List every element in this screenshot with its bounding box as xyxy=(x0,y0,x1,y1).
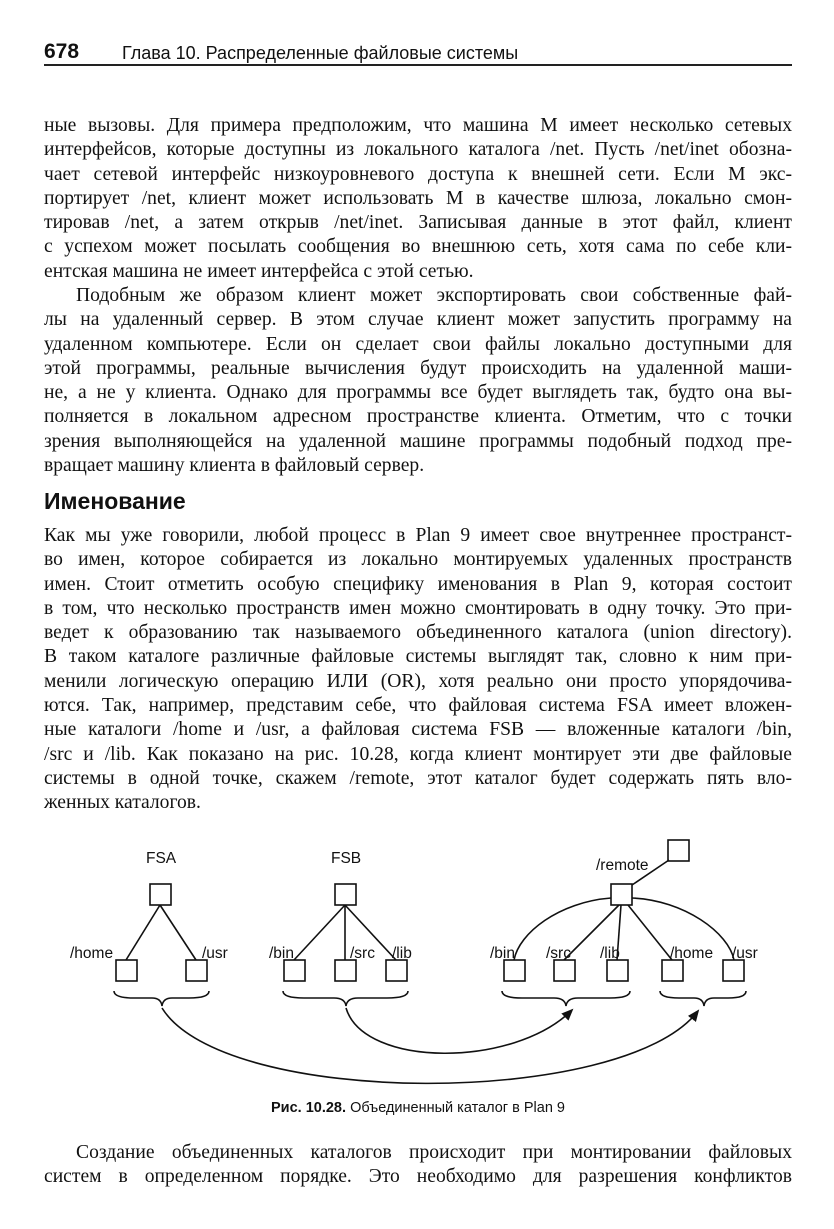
remote-src-node xyxy=(554,960,575,981)
text-line: в том, что несколько пространств имен можно смонтировать в одну точку. Это при- xyxy=(44,597,792,619)
caption-text: Объединенный каталог в Plan 9 xyxy=(350,1100,565,1116)
page-number: 678 xyxy=(44,40,80,63)
remote-home-node xyxy=(662,960,683,981)
remote-usr-node xyxy=(723,960,744,981)
union-directory-diagram xyxy=(44,838,804,1098)
brace-remote-upper xyxy=(660,991,746,1006)
text-line: не, а не у клиента. Однако для программы все будет выглядеть так, будто она вы- xyxy=(44,382,792,404)
text-line: Подобным же образом клиент может экспортировать свои собственные фай- xyxy=(76,285,792,306)
remote-root-node xyxy=(611,884,632,905)
text-line: менили логическую операцию ИЛИ (OR), хотя реально они просто упорядочива- xyxy=(44,670,792,692)
paragraph-2 xyxy=(44,284,792,478)
fsb-bin-node xyxy=(284,960,305,981)
fsb-lib-label: /lib xyxy=(392,945,412,962)
paragraph-3 xyxy=(44,524,792,816)
figure-caption xyxy=(44,1100,792,1116)
remote-lib-node xyxy=(607,960,628,981)
fsb-src-label: /src xyxy=(350,945,375,962)
fsa-usr-node xyxy=(186,960,207,981)
text-line: зрения выполняющейся на удаленной машине программы подобный подход пре- xyxy=(44,430,792,452)
tree-edge xyxy=(160,905,196,960)
brace-fsa xyxy=(114,991,209,1006)
text-line: системы в одной точке, скажем /remote, этот каталог будет содержать пять вло- xyxy=(44,767,792,789)
caption-number: Рис. 10.28. xyxy=(271,1100,347,1116)
text-line: женных каталогов. xyxy=(44,792,201,814)
header-rule xyxy=(44,64,792,66)
text-line: ведет к образованию так называемого объединенного каталога (union directory). xyxy=(44,622,792,644)
figure-union-directory xyxy=(44,838,804,1098)
chapter-title: Глава 10. Распределенные файловые системы xyxy=(122,43,519,63)
text-line: интерфейсов, которые доступны из локального каталога /net. Пусть /net/inet обозна- xyxy=(44,139,792,161)
fsb-label: FSB xyxy=(331,850,362,867)
remote-bin-node xyxy=(504,960,525,981)
text-line: полняется в локальном адресном пространстве клиента. Отметим, что с точки xyxy=(44,406,792,428)
text-line: ентская машина не имеет интерфейса с этой сетью. xyxy=(44,260,474,282)
fsa-home-node xyxy=(116,960,137,981)
running-head xyxy=(44,34,790,64)
fsb-bin-label: /bin xyxy=(269,945,294,962)
fsa-root-node xyxy=(150,884,171,905)
fsb-lib-node xyxy=(386,960,407,981)
arrow-fsb-to-remote xyxy=(346,1008,572,1053)
text-line: ные вызовы. Для примера предположим, что машина М имеет несколько сетевых xyxy=(44,115,792,136)
text-line: вращает машину клиента в файловый сервер. xyxy=(44,455,425,477)
fsb-src-node xyxy=(335,960,356,981)
text-line: ные каталоги /home и /usr, а файловая система FSB — вложенные каталоги /bin, xyxy=(44,719,792,741)
remote-usr-label: /usr xyxy=(732,945,758,962)
fsa-label: FSA xyxy=(146,850,177,867)
remote-mount-node xyxy=(668,840,689,861)
text-line: систем в определенном порядке. Это необходимо для разрешения конфликтов xyxy=(44,1166,792,1188)
text-line: имен. Стоит отметить особую специфику именования в Plan 9, которая состоит xyxy=(44,573,792,595)
brace-fsb xyxy=(283,991,408,1006)
brace-remote-lower xyxy=(502,991,630,1006)
text-line: с успехом может посылать сообщения во внешнюю сеть, хотя сама по себе кли- xyxy=(44,236,792,258)
fsa-home-label: /home xyxy=(70,945,114,962)
text-line: тировав /net, а затем открыв /net/inet. Записывая данные в этот файл, клиент xyxy=(44,212,792,234)
text-line: В таком каталоге различные файловые системы выглядят так, словно к ним при- xyxy=(44,646,792,668)
text-line: Как мы уже говорили, любой процесс в Plan 9 имеет свое внутреннее пространст- xyxy=(44,525,792,546)
remote-label: /remote xyxy=(596,857,649,874)
fsa-usr-label: /usr xyxy=(202,945,228,962)
remote-home-label: /home xyxy=(670,945,714,962)
text-line: /src и /lib. Как показано на рис. 10.28, когда клиент монтирует эти две файловые xyxy=(44,743,792,765)
text-line: во имен, которое собирается из локально монтируемых удаленных пространств xyxy=(44,549,792,571)
text-line: Создание объединенных каталогов происходит при монтировании файловых xyxy=(76,1142,792,1163)
text-line: чает сетевой интерфейс низкоуровневого доступа к внешней сети. Если М экс- xyxy=(44,163,792,185)
paragraph-4 xyxy=(44,1141,792,1190)
text-line: удаленном компьютере. Если он сделает свои файлы локально доступными для xyxy=(44,333,792,355)
section-heading: Именование xyxy=(44,488,186,514)
text-line: лы на удаленный сервер. В этом случае клиент может запустить программу на xyxy=(44,309,792,331)
tree-edge xyxy=(294,905,345,960)
paragraph-1 xyxy=(44,114,792,284)
tree-edge xyxy=(126,905,160,960)
arrow-fsa-to-remote xyxy=(162,1008,698,1083)
remote-bin-label: /bin xyxy=(490,945,515,962)
remote-lib-label: /lib xyxy=(600,945,620,962)
text-line: ются. Так, например, представим себе, что файловая система FSA имеет вложен- xyxy=(44,695,792,717)
text-line: портирует /net, клиент может использовать М в качестве шлюза, локально смон- xyxy=(44,187,792,209)
fsb-root-node xyxy=(335,884,356,905)
remote-src-label: /src xyxy=(546,945,571,962)
tree-edge xyxy=(628,905,672,960)
text-line: этой программы, реальные вычисления будут происходить на удаленной маши- xyxy=(44,357,792,379)
